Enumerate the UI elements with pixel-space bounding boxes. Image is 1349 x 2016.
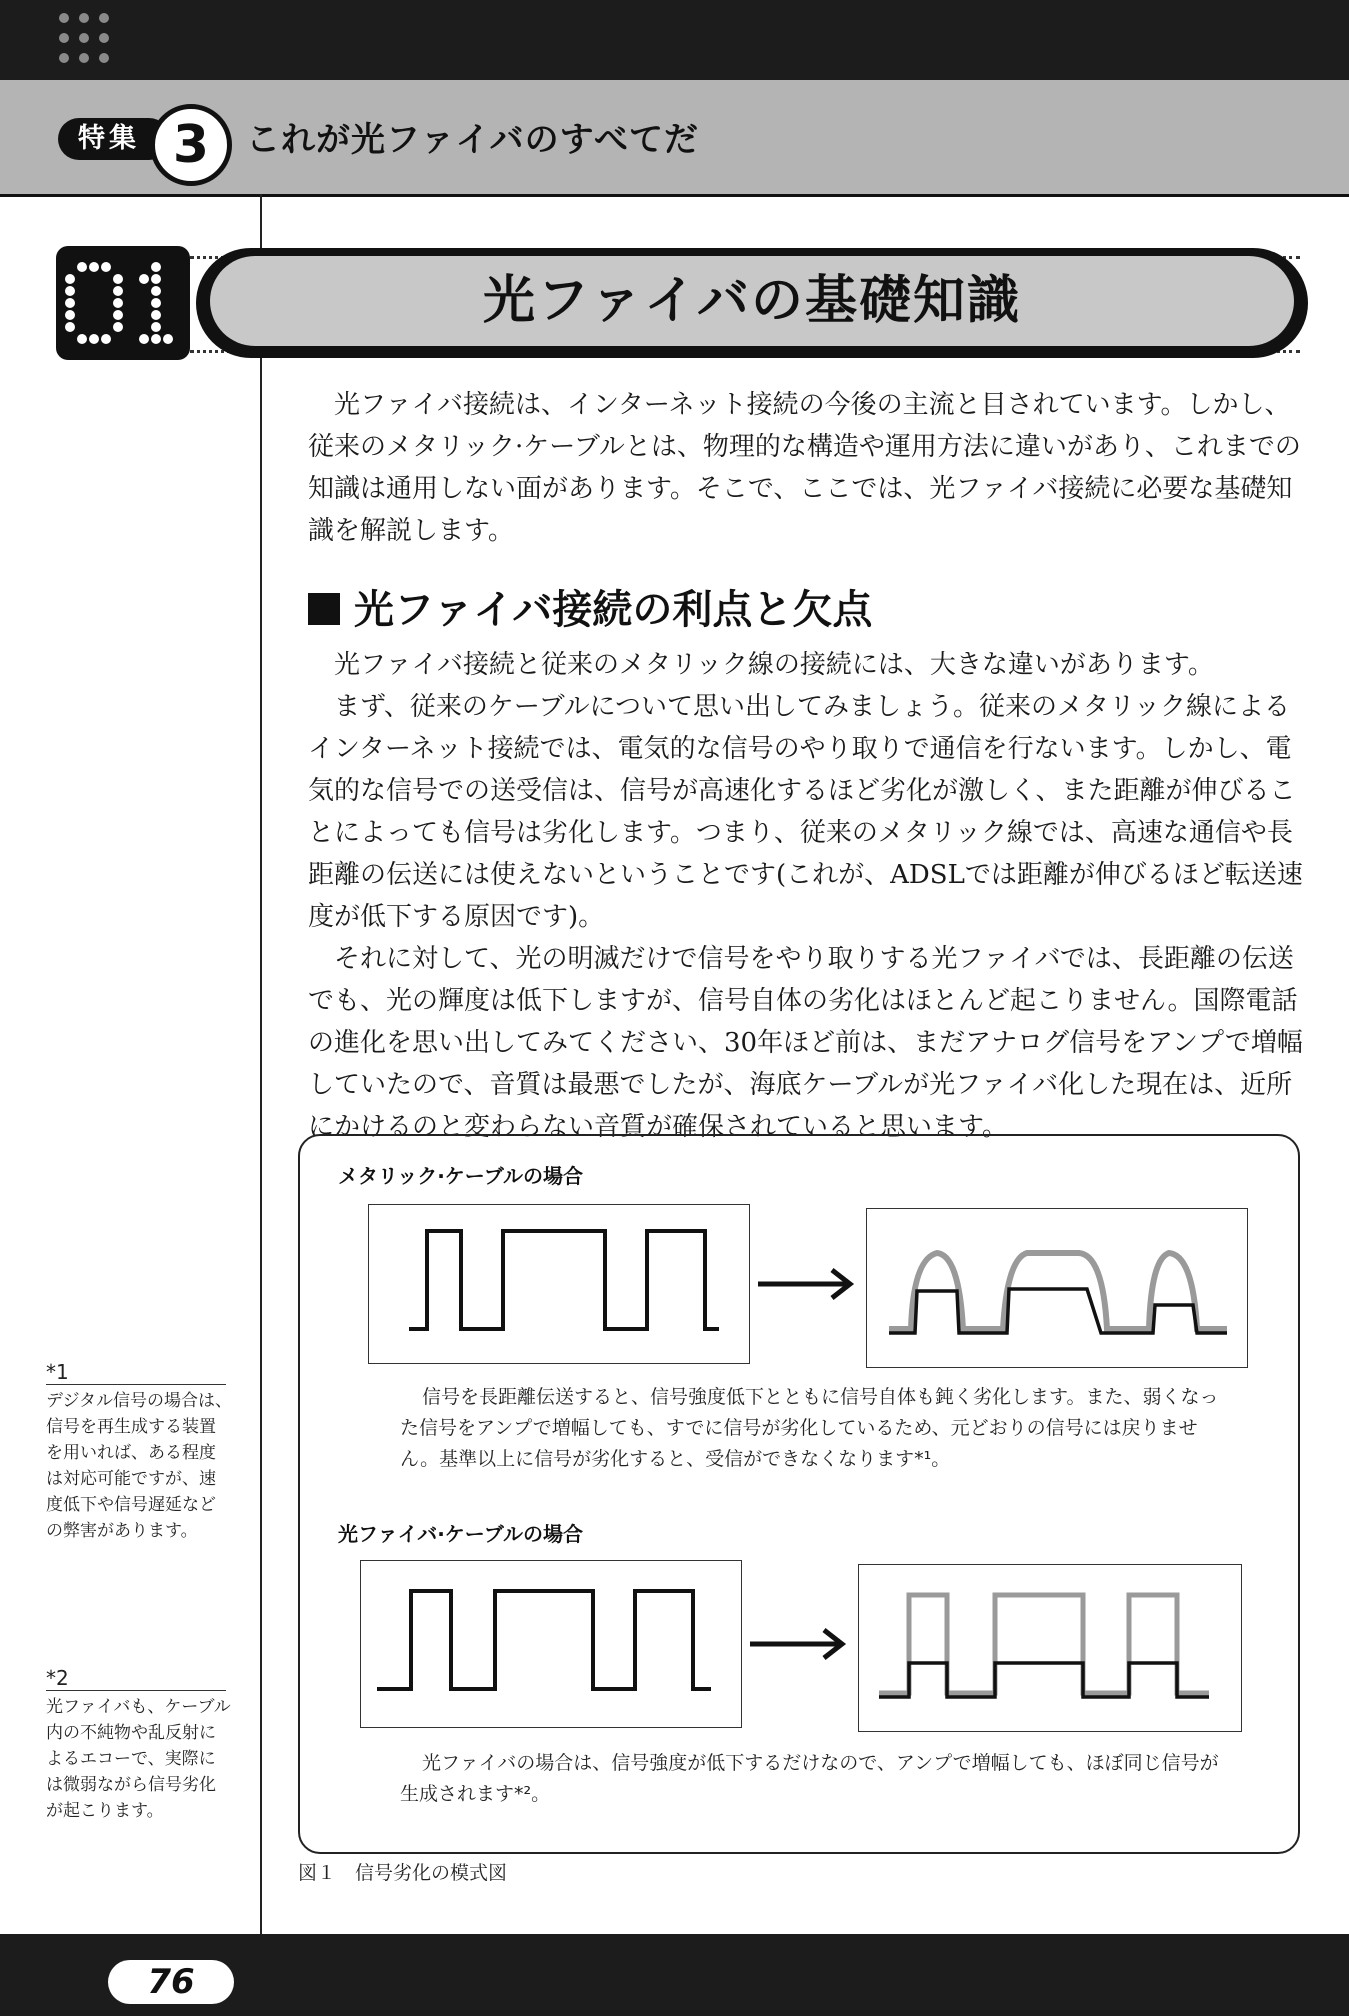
- subsection-heading: [308, 580, 872, 640]
- dotmatrix-dot: [101, 262, 111, 272]
- dotmatrix-dot: [151, 322, 161, 332]
- arrow-right-icon: [744, 1624, 854, 1664]
- metallic-label: メタリック·ケーブルの場合: [338, 1164, 583, 1188]
- dotmatrix-dot: [77, 334, 87, 344]
- dotmatrix-dot: [101, 334, 111, 344]
- dotmatrix-dot: [65, 322, 75, 332]
- dotmatrix-dot: [163, 334, 173, 344]
- intro-paragraph: 光ファイバ接続は、インターネット接続の今後の主流と目されています。しかし、従来のメタリック·ケーブルとは、物理的な構造や運用方法に違いがあり、これまでの知識は通用しない面があります。そこで、ここでは、光ファイバ接続に必要な基礎知識を解説します。: [308, 390, 1301, 546]
- dotmatrix-dot: [77, 262, 87, 272]
- dotmatrix-dot: [113, 274, 123, 284]
- feature-label: 特集: [58, 118, 170, 160]
- footnote-1-text: デジタル信号の場合は、信号を再生成する装置を用いれば、ある程度は対応可能ですが、速度低下や信号遅延などの弊害があります。: [46, 1391, 232, 1541]
- section-number-dotmatrix: [56, 246, 190, 360]
- dotmatrix-dot: [151, 286, 161, 296]
- fiber-caption: 光ファイバの場合は、信号強度が低下するだけなので、アンプで増幅しても、ほぼ同じ信号が生成されます*²。: [400, 1752, 1219, 1805]
- dotmatrix-dot: [113, 322, 123, 332]
- dotmatrix-dot: [113, 298, 123, 308]
- footnote-1-mark: *1: [46, 1360, 69, 1384]
- column-divider: [260, 194, 262, 1934]
- dotmatrix-dot: [65, 274, 75, 284]
- dotmatrix-dot: [89, 262, 99, 272]
- dotmatrix-dot: [151, 310, 161, 320]
- fiber-input-signal-panel: [360, 1560, 742, 1728]
- dotmatrix-dot: [151, 262, 161, 272]
- fiber-output-signal-panel: [858, 1564, 1242, 1732]
- dot-grid-decoration: [58, 12, 110, 64]
- subsection-heading-text: 光ファイバ接続の利点と欠点: [354, 587, 873, 633]
- metallic-output-signal-panel: [866, 1208, 1248, 1368]
- dotmatrix-dot: [151, 334, 161, 344]
- body-paragraph: それに対して、光の明滅だけで信号をやり取りする光ファイバでは、長距離の伝送でも、光の輝度は低下しますが、信号自体の劣化はほとんど起こりません。国際電話の進化を思い出してみてください、30年ほど前は、まだアナログ信号をアンプで増幅していたので、音質は最悪でしたが、海底ケーブルが光ファイバ化した現在は、近所にかけるのと変わらない音質が確保されていると思います。: [308, 944, 1303, 1142]
- feature-title: これが光ファイバのすべてだ: [246, 120, 699, 160]
- footnote-1-rule: [46, 1384, 226, 1385]
- dotmatrix-dot: [151, 298, 161, 308]
- dotmatrix-dot: [65, 310, 75, 320]
- dotmatrix-dot: [151, 274, 161, 284]
- degraded-wave-diagram: [867, 1209, 1247, 1367]
- square-wave-diagram: [361, 1561, 741, 1727]
- body-text: [308, 644, 1308, 1148]
- figure-title: 図１ 信号劣化の模式図: [298, 1862, 508, 1884]
- dotmatrix-dot: [139, 334, 149, 344]
- body-paragraph: まず、従来のケーブルについて思い出してみましょう。従来のメタリック線によるインターネット接続では、電気的な信号のやり取りで通信を行ないます。しかし、電気的な信号での送受信は、信号が高速化するほど劣化が激しく、また距離が伸びることによっても信号は劣化します。つまり、従来のメタリック線では、高速な通信や長距離の伝送には使えないということです(これが、ADSLでは距離が伸びるほど転送速度が低下する原因です)。: [308, 692, 1303, 932]
- amplified-wave-diagram: [859, 1565, 1241, 1731]
- feature-number-badge: 3: [150, 104, 232, 186]
- body-paragraph: 光ファイバ接続と従来のメタリック線の接続には、大きな違いがあります。: [334, 650, 1214, 680]
- dotmatrix-dot: [89, 334, 99, 344]
- dotmatrix-dot: [113, 310, 123, 320]
- dotmatrix-dot: [65, 286, 75, 296]
- dotmatrix-dot: [139, 274, 149, 284]
- metallic-input-signal-panel: [368, 1204, 750, 1364]
- top-bar: [0, 0, 1349, 80]
- section-title: 光ファイバの基礎知識: [483, 271, 1021, 331]
- footnote-2-rule: [46, 1690, 226, 1691]
- footnote-2-text: 光ファイバも、ケーブル内の不純物や乱反射によるエコーで、実際には微弱ながら信号劣化が起こります。: [46, 1697, 231, 1821]
- section-number-badge: [56, 246, 190, 360]
- dotmatrix-dot: [113, 286, 123, 296]
- arrow-right-icon: [752, 1264, 862, 1304]
- page-number: 76: [108, 1960, 234, 2004]
- dotmatrix-dot: [65, 298, 75, 308]
- metallic-caption: 信号を長距離伝送すると、信号強度低下とともに信号自体も鈍く劣化します。また、弱くなった信号をアンプで増幅しても、すでに信号が劣化しているため、元どおりの信号には戻りません。基準以上に信号が劣化すると、受信ができなくなります*¹。: [400, 1386, 1219, 1470]
- fiber-label: 光ファイバ·ケーブルの場合: [338, 1522, 583, 1546]
- square-wave-diagram: [369, 1205, 749, 1363]
- footnote-2-mark: *2: [46, 1666, 69, 1690]
- square-bullet-icon: [308, 593, 340, 625]
